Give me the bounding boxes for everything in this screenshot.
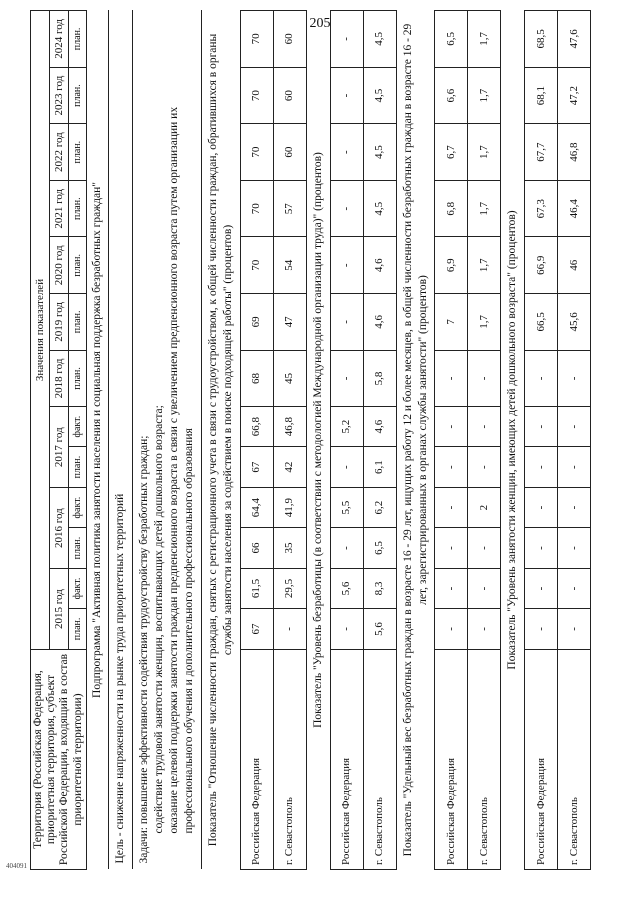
- fact-header: факт.: [69, 569, 87, 609]
- task-line: Задачи: повышение эффективности содействия трудоустройству безработных граждан;: [138, 435, 151, 864]
- value-cell: 1,7: [468, 11, 501, 68]
- territory-name: г. Севастополь: [273, 650, 306, 870]
- value-cell: -: [330, 608, 363, 649]
- value-cell: 46,8: [558, 124, 591, 181]
- fact-header: факт.: [69, 407, 87, 447]
- value-cell: 70: [240, 124, 273, 181]
- table-row: [435, 11, 468, 870]
- value-cell: 66,5: [525, 294, 558, 351]
- value-cell: 1,7: [468, 124, 501, 181]
- value-cell: -: [330, 180, 363, 237]
- value-cell: 68: [240, 350, 273, 407]
- value-cell: 46,8: [273, 407, 306, 447]
- value-cell: 6,9: [435, 237, 468, 294]
- plan-header: план.: [69, 350, 87, 407]
- value-cell: 64,4: [240, 488, 273, 528]
- plan-header: план.: [69, 608, 87, 649]
- year-header: 2017 год: [50, 407, 69, 488]
- value-cell: 47,6: [558, 11, 591, 68]
- value-cell: 6,7: [435, 124, 468, 181]
- value-cell: 29,5: [273, 569, 306, 609]
- value-cell: -: [330, 447, 363, 488]
- table-row: [330, 11, 363, 870]
- value-cell: 6,5: [363, 527, 396, 568]
- value-cell: 4,6: [363, 237, 396, 294]
- value-cell: -: [525, 350, 558, 407]
- value-cell: 5,6: [330, 569, 363, 609]
- value-cell: 67,3: [525, 180, 558, 237]
- value-cell: 6,8: [435, 180, 468, 237]
- value-cell: -: [558, 447, 591, 488]
- value-cell: 7: [435, 294, 468, 351]
- table-row: [363, 11, 396, 870]
- territory-header: Территория (Российская Федерация, приоритетная территория, субъект Российской Федерации, входящий в состав приоритетной территории): [31, 650, 87, 870]
- plan-header: план.: [69, 237, 87, 294]
- value-cell: -: [435, 488, 468, 528]
- year-header: 2015 год: [50, 569, 69, 650]
- value-cell: 41,9: [273, 488, 306, 528]
- value-cell: 46,4: [558, 180, 591, 237]
- value-cell: 57: [273, 180, 306, 237]
- value-cell: 70: [240, 237, 273, 294]
- value-cell: 70: [240, 11, 273, 68]
- value-cell: -: [330, 11, 363, 68]
- year-header: 2018 год: [50, 350, 69, 407]
- territory-name: Российская Федерация: [435, 650, 468, 870]
- rotated-landscape-table: [30, 0, 630, 880]
- value-cell: 67,7: [525, 124, 558, 181]
- value-cell: 45,6: [558, 294, 591, 351]
- value-cell: 6,6: [435, 67, 468, 124]
- territory-name: Российская Федерация: [525, 650, 558, 870]
- plan-header: план.: [69, 124, 87, 181]
- value-cell: 1,7: [468, 180, 501, 237]
- value-cell: -: [525, 569, 558, 609]
- value-cell: 66,8: [240, 407, 273, 447]
- table-row: [468, 11, 501, 870]
- value-cell: 67: [240, 608, 273, 649]
- value-cell: 67: [240, 447, 273, 488]
- plan-header: план.: [69, 447, 87, 488]
- value-cell: -: [468, 569, 501, 609]
- value-cell: -: [525, 488, 558, 528]
- task-line: содействие трудовой занятости женщин, воспитывающих детей дошкольного возраста;: [152, 405, 165, 834]
- year-header: 2024 год: [50, 11, 69, 68]
- value-cell: -: [273, 608, 306, 649]
- value-cell: 68,5: [525, 11, 558, 68]
- value-cell: -: [525, 608, 558, 649]
- value-cell: 1,7: [468, 237, 501, 294]
- value-cell: -: [435, 608, 468, 649]
- fact-header: факт.: [69, 488, 87, 528]
- value-cell: -: [525, 447, 558, 488]
- plan-header: план.: [69, 67, 87, 124]
- value-cell: 8,3: [363, 569, 396, 609]
- value-cell: -: [435, 447, 468, 488]
- value-cell: -: [330, 350, 363, 407]
- value-cell: -: [330, 67, 363, 124]
- value-cell: 66: [240, 527, 273, 568]
- value-cell: 69: [240, 294, 273, 351]
- year-header: 2019 год: [50, 294, 69, 351]
- value-cell: 46: [558, 237, 591, 294]
- indicators-table: [30, 10, 591, 870]
- document-id: 404091: [6, 862, 27, 870]
- year-header: 2016 год: [50, 488, 69, 569]
- tasks-text: [133, 11, 202, 870]
- table-row: [240, 11, 273, 870]
- year-header: 2023 год: [50, 67, 69, 124]
- plan-header: план.: [69, 180, 87, 237]
- value-cell: -: [558, 527, 591, 568]
- page-number: 205: [309, 16, 331, 31]
- plan-header: план.: [69, 294, 87, 351]
- value-cell: -: [558, 608, 591, 649]
- value-cell: 4,6: [363, 294, 396, 351]
- goal-text: Цель - снижение напряженности на рынке труда приоритетных территорий: [109, 11, 133, 870]
- value-cell: 6,1: [363, 447, 396, 488]
- value-cell: -: [435, 350, 468, 407]
- year-header: 2020 год: [50, 237, 69, 294]
- subprogram-title: Подпрограмма "Активная политика занятости населения и социальная поддержка безработных граждан": [86, 11, 108, 870]
- value-cell: -: [468, 407, 501, 447]
- value-cell: -: [435, 527, 468, 568]
- value-cell: 4,6: [363, 407, 396, 447]
- task-line: оказание целевой поддержки занятости граждан предпенсионного возраста в связи с увеличением предпенсионного возраста путем организации их профессионального обучения и дополнительного профессионального образования: [167, 106, 195, 834]
- territory-name: Российская Федерация: [330, 650, 363, 870]
- value-cell: 5,8: [363, 350, 396, 407]
- table-row: [273, 11, 306, 870]
- plan-header: план.: [69, 11, 87, 68]
- value-cell: 5,6: [363, 608, 396, 649]
- value-cell: 4,5: [363, 11, 396, 68]
- value-cell: 66,9: [525, 237, 558, 294]
- indicator-title: Показатель "Удельный вес безработных граждан в возрасте 16 - 29 лет, ищущих работу 12 и более месяцев, в общей численности безработных граждан в возрасте 16 - 29 лет, зарегистрированных в органах службы занятости" (процентов): [396, 11, 435, 870]
- value-cell: 68,1: [525, 67, 558, 124]
- value-cell: -: [330, 527, 363, 568]
- indicator-title: Показатель "Уровень занятости женщин, имеющих детей дошкольного возраста" (процентов): [501, 11, 525, 870]
- value-cell: 4,5: [363, 180, 396, 237]
- value-cell: -: [558, 407, 591, 447]
- value-cell: -: [330, 294, 363, 351]
- value-cell: -: [525, 407, 558, 447]
- territory-name: г. Севастополь: [468, 650, 501, 870]
- value-cell: -: [558, 488, 591, 528]
- value-cell: -: [468, 527, 501, 568]
- territory-name: Российская Федерация: [240, 650, 273, 870]
- table-row: [558, 11, 591, 870]
- value-cell: 6,2: [363, 488, 396, 528]
- value-cell: -: [468, 350, 501, 407]
- indicator-title: Показатель "Уровень безработицы (в соответствии с методологией Международной организации труда)" (процентов): [306, 11, 330, 870]
- value-cell: 4,5: [363, 67, 396, 124]
- value-cell: -: [525, 527, 558, 568]
- value-cell: 61,5: [240, 569, 273, 609]
- value-cell: 2: [468, 488, 501, 528]
- value-cell: -: [558, 350, 591, 407]
- value-cell: 60: [273, 67, 306, 124]
- value-cell: 42: [273, 447, 306, 488]
- value-cell: -: [330, 237, 363, 294]
- value-cell: 45: [273, 350, 306, 407]
- year-header: 2021 год: [50, 180, 69, 237]
- value-cell: -: [435, 569, 468, 609]
- value-cell: 1,7: [468, 294, 501, 351]
- value-cell: -: [435, 407, 468, 447]
- value-cell: 1,7: [468, 67, 501, 124]
- value-cell: 35: [273, 527, 306, 568]
- value-cell: -: [468, 608, 501, 649]
- value-cell: 5,2: [330, 407, 363, 447]
- value-cell: 60: [273, 11, 306, 68]
- table-row: [525, 11, 558, 870]
- plan-header: план.: [69, 527, 87, 568]
- indicator-title: Показатель "Отношение численности граждан, снятых с регистрационного учета в связи с трудоустройством, к общей численности граждан, обратившихся в органы службы занятости населения за содействием в поиске подходящей работы" (процентов): [201, 11, 240, 870]
- values-header: Значения показателей: [31, 11, 50, 650]
- value-cell: 54: [273, 237, 306, 294]
- value-cell: 70: [240, 67, 273, 124]
- territory-name: г. Севастополь: [363, 650, 396, 870]
- value-cell: -: [558, 569, 591, 609]
- value-cell: 4,5: [363, 124, 396, 181]
- value-cell: -: [468, 447, 501, 488]
- value-cell: 47,2: [558, 67, 591, 124]
- value-cell: -: [330, 124, 363, 181]
- value-cell: 60: [273, 124, 306, 181]
- value-cell: 5,5: [330, 488, 363, 528]
- territory-name: г. Севастополь: [558, 650, 591, 870]
- year-header: 2022 год: [50, 124, 69, 181]
- value-cell: 70: [240, 180, 273, 237]
- value-cell: 6,5: [435, 11, 468, 68]
- value-cell: 47: [273, 294, 306, 351]
